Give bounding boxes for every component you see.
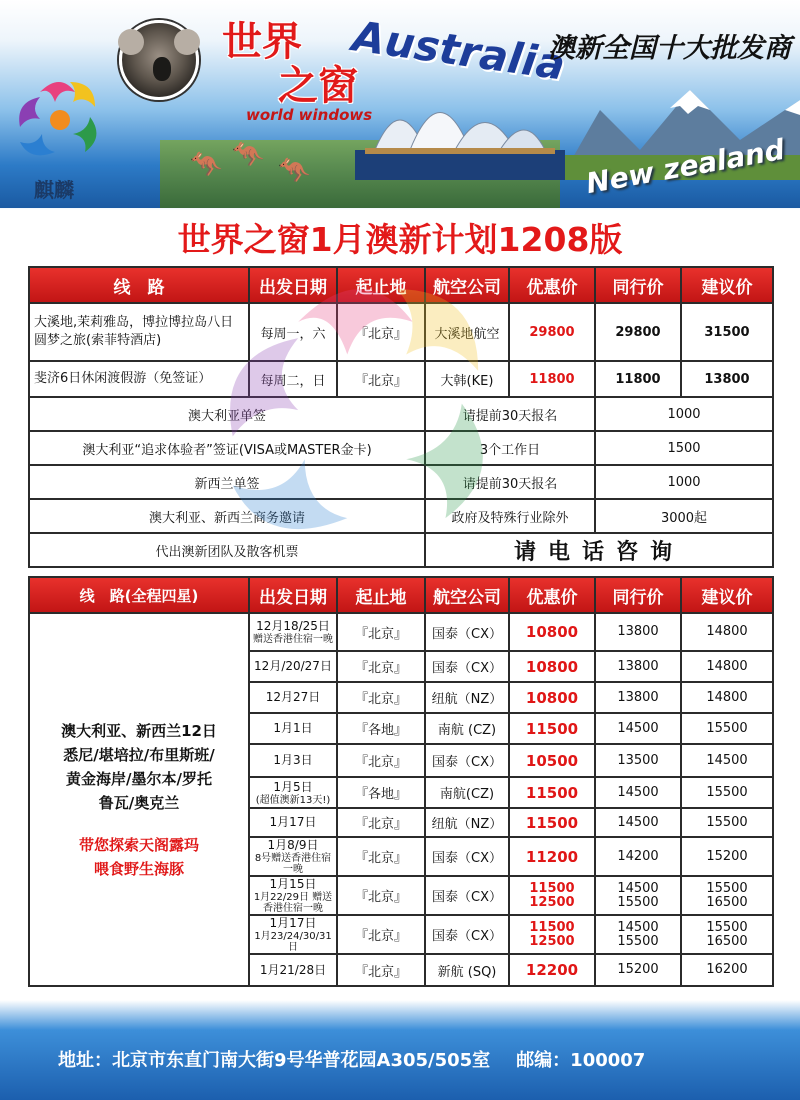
peer-price-value: 14500 <box>617 720 659 736</box>
route-group-cell <box>29 613 249 986</box>
peer-price-cell <box>595 915 681 954</box>
city-cell: 『北京』 <box>337 744 425 777</box>
peer-price-cell: 29800 <box>595 303 681 361</box>
city-cell: 『北京』 <box>337 954 425 986</box>
city-cell: 『各地』 <box>337 713 425 744</box>
koala-nose <box>153 57 171 81</box>
table-row <box>29 613 773 651</box>
peer-price-value: 14500 <box>617 919 659 935</box>
airline-cell: 新航 (SQ) <box>425 954 509 986</box>
visa-price-cell: 1500 <box>595 431 773 465</box>
col-promo-header: 优惠价 <box>509 577 595 613</box>
visa-item-cell: 澳大利亚单签 <box>29 397 425 431</box>
promo-price-value: 11500 <box>529 919 575 935</box>
suggest-price-cell <box>681 613 773 651</box>
airline-cell: 国泰（CX） <box>425 744 509 777</box>
route-main-line: 悉尼/堪培拉/布里斯班/ <box>63 745 215 764</box>
address-text: 地址：北京市东直门南大街9号华普花园A305/505室 <box>58 1050 491 1071</box>
date-text: 1月17日 <box>269 916 317 930</box>
peer-price-value: 14500 <box>617 784 659 800</box>
date-text: 1月15日 <box>269 877 317 891</box>
visa-item-cell: 澳大利亚“追求体验者”签证(VISA或MASTER金卡) <box>29 431 425 465</box>
visa-note-cell: 请提前30天报名 <box>425 465 595 499</box>
city-cell: 『北京』 <box>337 876 425 915</box>
date-text: 1月8/9日 <box>267 838 319 852</box>
city-cell: 『各地』 <box>337 777 425 808</box>
date-cell: 每周一，六 <box>249 303 337 361</box>
col-city-header: 起止地 <box>337 577 425 613</box>
visa-item-cell: 新西兰单签 <box>29 465 425 499</box>
date-cell <box>249 651 337 682</box>
suggest-price-cell <box>681 651 773 682</box>
promo-price-cell <box>509 876 595 915</box>
date-text: 12月18/25日 <box>256 619 330 633</box>
peer-price-cell <box>595 682 681 713</box>
promo-price-cell <box>509 651 595 682</box>
airline-cell: 南航 (CZ) <box>425 713 509 744</box>
date-cell <box>249 876 337 915</box>
promo-price-value: 10800 <box>525 623 579 641</box>
page-title: 世界之窗1月澳新计划1208版 <box>177 220 623 259</box>
suggest-price-cell <box>681 954 773 986</box>
visa-price-cell: 1000 <box>595 397 773 431</box>
postcode-text: 邮编：100007 <box>516 1050 646 1071</box>
visa-row <box>29 397 773 431</box>
col-route-header: 线 路(全程四星) <box>29 577 249 613</box>
peer-price-value: 15500 <box>617 894 659 910</box>
promo-price-value: 11500 <box>525 813 579 832</box>
suggest-price-cell <box>681 682 773 713</box>
promo-price-cell <box>509 682 595 713</box>
city-cell: 『北京』 <box>337 915 425 954</box>
suggest-price-value: 14800 <box>706 689 748 705</box>
suggest-price-value: 15500 <box>706 880 748 896</box>
suggest-price-cell <box>681 744 773 777</box>
ticket-item-cell: 代出澳新团队及散客机票 <box>29 533 425 567</box>
city-cell: 『北京』 <box>337 837 425 876</box>
col-airline-header: 航空公司 <box>425 577 509 613</box>
suggest-price-value: 16500 <box>706 933 748 949</box>
peer-price-value: 13500 <box>617 752 659 768</box>
promo-price-value: 11500 <box>525 783 579 802</box>
koala-ear-right <box>174 29 200 55</box>
date-text: 1月3日 <box>273 753 313 767</box>
promo-price-cell <box>509 744 595 777</box>
new-zealand-text: New zealand <box>583 132 788 201</box>
col-peer-header: 同行价 <box>595 577 681 613</box>
kangaroo-icon: 🦘 <box>190 150 223 180</box>
date-note-text: 赠送香港住宿一晚 <box>253 634 333 645</box>
peer-price-cell <box>595 744 681 777</box>
date-cell <box>249 954 337 986</box>
route-main-line: 澳大利亚、新西兰12日 <box>61 721 217 740</box>
peer-price-value: 13800 <box>617 658 659 674</box>
airline-cell: 国泰（CX） <box>425 915 509 954</box>
suggest-price-value: 15200 <box>706 848 748 864</box>
suggest-price-value: 14800 <box>706 658 748 674</box>
date-cell <box>249 915 337 954</box>
date-cell <box>249 613 337 651</box>
promo-price-value: 11200 <box>525 847 579 866</box>
peer-price-value: 15200 <box>617 962 659 977</box>
col-date-header: 出发日期 <box>249 267 337 303</box>
table2-header-row <box>29 577 773 613</box>
airline-cell: 大韩(KE) <box>425 361 509 397</box>
suggest-price-value: 14500 <box>706 752 748 768</box>
date-note-text: 1月23/24/30/31日 <box>254 931 332 953</box>
suggest-price-value: 15500 <box>706 919 748 935</box>
date-note-text: 8号赠送香港住宿一晚 <box>254 853 332 875</box>
visa-note-cell: 3个工作日 <box>425 431 595 465</box>
peer-price-value: 15500 <box>617 933 659 949</box>
promo-price-cell <box>509 954 595 986</box>
ticket-row <box>29 533 773 567</box>
date-cell <box>249 713 337 744</box>
date-cell <box>249 777 337 808</box>
kangaroo-icon: 🦘 <box>278 156 311 186</box>
date-cell: 每周二，日 <box>249 361 337 397</box>
suggest-price-cell <box>681 808 773 837</box>
route-promo-line: 喂食野生海豚 <box>93 859 184 878</box>
promo-price-cell <box>509 613 595 651</box>
promo-price-value: 11500 <box>529 880 575 896</box>
col-airline-header: 航空公司 <box>425 267 509 303</box>
col-city-header: 起止地 <box>337 267 425 303</box>
promo-price-cell <box>509 713 595 744</box>
peer-price-value: 14200 <box>617 848 659 864</box>
slogan-text: 澳新全国十大批发商 <box>548 33 791 64</box>
airline-cell: 国泰（CX） <box>425 651 509 682</box>
koala-photo <box>119 20 199 100</box>
col-suggest-header: 建议价 <box>681 577 773 613</box>
city-cell: 『北京』 <box>337 682 425 713</box>
city-cell: 『北京』 <box>337 808 425 837</box>
airline-cell: 国泰（CX） <box>425 876 509 915</box>
australia-text: Australia <box>349 11 569 90</box>
visa-row <box>29 465 773 499</box>
date-text: 1月1日 <box>273 721 313 735</box>
city-cell: 『北京』 <box>337 361 425 397</box>
peer-price-value: 14500 <box>617 880 659 896</box>
col-date-header: 出发日期 <box>249 577 337 613</box>
route-main-line: 鲁瓦/奥克兰 <box>98 793 180 812</box>
promo-price-value: 12500 <box>529 933 575 949</box>
suggest-price-cell <box>681 915 773 954</box>
col-route-header: 线 路 <box>29 267 249 303</box>
peer-price-cell <box>595 837 681 876</box>
airline-cell: 国泰（CX） <box>425 613 509 651</box>
opera-house-image <box>355 70 565 180</box>
visa-price-cell: 3000起 <box>595 499 773 533</box>
table-row <box>29 361 773 397</box>
date-cell <box>249 744 337 777</box>
airline-cell: 南航(CZ) <box>425 777 509 808</box>
promo-price-cell <box>509 777 595 808</box>
peer-price-cell <box>595 713 681 744</box>
date-cell <box>249 808 337 837</box>
airline-cell: 纽航（NZ） <box>425 682 509 713</box>
peer-price-value: 14500 <box>617 814 659 830</box>
peer-price-cell <box>595 651 681 682</box>
suggest-price-value: 15500 <box>706 814 748 830</box>
date-text: 12月/20/27日 <box>254 659 332 673</box>
col-peer-header: 同行价 <box>595 267 681 303</box>
date-text: 1月5日 <box>273 779 313 794</box>
table1-header-row <box>29 267 773 303</box>
route-promo-line: 带您探索天阁露玛 <box>78 835 199 854</box>
promo-price-value: 12200 <box>525 961 579 979</box>
airline-cell: 纽航（NZ） <box>425 808 509 837</box>
peer-price-cell <box>595 808 681 837</box>
route-main-line: 黄金海岸/墨尔本/罗托 <box>66 769 212 788</box>
consult-phone-cell: 请电话咨询 <box>425 533 773 567</box>
kangaroo-icon: 🦘 <box>232 140 265 170</box>
table-row <box>29 303 773 361</box>
qilin-logo-icon <box>10 72 120 172</box>
col-suggest-header: 建议价 <box>681 267 773 303</box>
suggest-price-value: 14800 <box>706 624 748 639</box>
peer-price-cell <box>595 613 681 651</box>
promo-price-cell <box>509 837 595 876</box>
visa-note-cell: 政府及特殊行业除外 <box>425 499 595 533</box>
promo-price-cell <box>509 915 595 954</box>
suggest-price-cell <box>681 713 773 744</box>
brand-title-line1: 世界 <box>222 19 302 65</box>
suggest-price-cell: 13800 <box>681 361 773 397</box>
date-note-text: (超值澳新13天!) <box>255 794 331 806</box>
suggest-price-cell: 31500 <box>681 303 773 361</box>
route-cell: 大溪地,茉莉雅岛，博拉博拉岛八日圆梦之旅(索菲特酒店) <box>29 303 249 361</box>
promo-price-cell <box>509 808 595 837</box>
promo-price-value: 11500 <box>525 719 579 738</box>
suggest-price-value: 16200 <box>706 962 748 977</box>
date-note-text: 1月22/29日 赠送香港住宿一晚 <box>253 892 333 914</box>
tour-table-1 <box>28 266 774 568</box>
date-cell <box>249 682 337 713</box>
suggest-price-value: 15500 <box>706 720 748 736</box>
visa-row <box>29 431 773 465</box>
brand-title-en: world windows <box>246 106 373 124</box>
promo-price-value: 10800 <box>525 688 579 707</box>
city-cell: 『北京』 <box>337 303 425 361</box>
visa-price-cell: 1000 <box>595 465 773 499</box>
suggest-price-cell <box>681 876 773 915</box>
suggest-price-cell <box>681 777 773 808</box>
footer-contact <box>58 1046 645 1072</box>
brand-title-line2: 之窗 <box>278 63 358 109</box>
route-cell: 斐济6日休闲渡假游（免签证） <box>29 361 249 397</box>
promo-price-value: 10800 <box>525 657 579 676</box>
visa-row <box>29 499 773 533</box>
promo-price-cell: 11800 <box>509 361 595 397</box>
peer-price-cell: 11800 <box>595 361 681 397</box>
date-text: 1月21/28日 <box>259 962 327 977</box>
suggest-price-value: 15500 <box>706 784 748 800</box>
visa-item-cell: 澳大利亚、新西兰商务邀请 <box>29 499 425 533</box>
city-cell: 『北京』 <box>337 651 425 682</box>
peer-price-cell <box>595 954 681 986</box>
peer-price-cell <box>595 777 681 808</box>
peer-price-cell <box>595 876 681 915</box>
banner <box>0 0 800 208</box>
date-text: 12月27日 <box>265 690 321 704</box>
promo-price-value: 12500 <box>529 894 575 910</box>
tour-table-2 <box>28 576 774 987</box>
visa-note-cell: 请提前30天报名 <box>425 397 595 431</box>
peer-price-value: 13800 <box>617 689 659 705</box>
brand-name: 麒麟 <box>34 178 74 202</box>
brand-title <box>222 20 358 108</box>
peer-price-value: 13800 <box>617 624 659 639</box>
koala-ear-left <box>118 29 144 55</box>
col-promo-header: 优惠价 <box>509 267 595 303</box>
city-cell: 『北京』 <box>337 613 425 651</box>
promo-price-value: 10500 <box>525 751 579 770</box>
airline-cell: 国泰（CX） <box>425 837 509 876</box>
date-cell <box>249 837 337 876</box>
date-text: 1月17日 <box>269 815 317 829</box>
promo-price-cell: 29800 <box>509 303 595 361</box>
suggest-price-value: 16500 <box>706 894 748 910</box>
suggest-price-cell <box>681 837 773 876</box>
airline-cell: 大溪地航空 <box>425 303 509 361</box>
